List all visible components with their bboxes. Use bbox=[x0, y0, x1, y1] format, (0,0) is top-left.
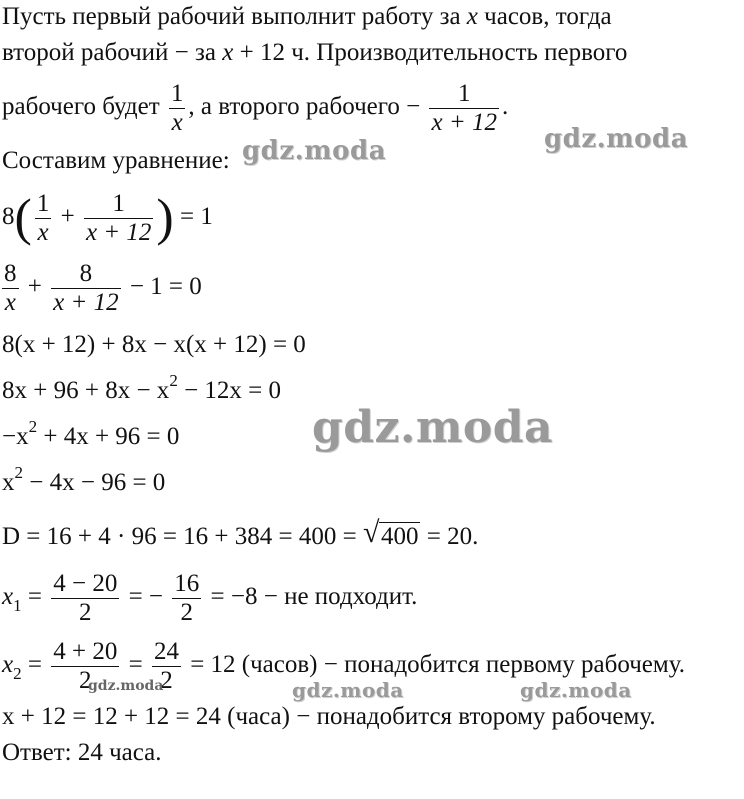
text-line-2: второй рабочий − за x + 12 ч. Производительность первого bbox=[2, 39, 628, 66]
watermark-logo-large: gdz.moda bbox=[312, 402, 554, 453]
equation-6: $x^2 - 4x - 96 = 0$ bbox=[2, 463, 166, 496]
watermark-logo: gdz.moda bbox=[520, 678, 632, 702]
text-line-3: рабочего будет $\frac{1}{x}$ , а второго рабочего − $\frac{1}{x + 12}$ . bbox=[2, 80, 509, 136]
root-x2-line: $x_2$ = $\frac{4 + 20}{2}$ = $\frac{24}{2}$ = 12 (часов) − понадобится первому рабочему. bbox=[2, 638, 685, 694]
watermark-logo: gdz.moda bbox=[242, 136, 387, 166]
equation-3: 8(x + 12) + 8x − x(x + 12) = 0 bbox=[2, 331, 306, 358]
equation-2: $\frac{8}{x}$ + $\frac{8}{x + 12}$ − 1 = 0 bbox=[4, 260, 202, 316]
compose-equation-label: Составим уравнение: bbox=[2, 147, 230, 174]
equation-4: $8x + 96 + 8x - x^2 - 12x = 0$ bbox=[2, 371, 282, 404]
square-root: √ 400 bbox=[362, 516, 419, 550]
watermark-logo: gdz.moda bbox=[544, 124, 689, 154]
second-worker-line: x + 12 = 12 + 12 = 24 (часа) − понадобится второму рабочему. bbox=[2, 703, 656, 730]
equation-1: 8( $\frac{1}{x}$ + $\frac{1}{x + 12}$ ) = 1 bbox=[2, 189, 213, 247]
discriminant-line: D = 16 + 4 · 96 = 16 + 384 = 400 = √ 400 = 20. bbox=[2, 516, 479, 550]
watermark-logo-small: gdz.moda bbox=[88, 678, 164, 694]
fraction-1-over-x-plus-12: $\frac{1}{x + 12}$ bbox=[431, 80, 497, 136]
answer-line: Ответ: 24 часа. bbox=[2, 739, 162, 766]
equation-5: $-x^2 + 4x + 96 = 0$ bbox=[2, 417, 180, 450]
watermark-logo: gdz.moda bbox=[292, 678, 404, 702]
text-line-1: Пусть первый рабочий выполнит работу за x часов, тогда bbox=[2, 3, 612, 30]
root-x1-line: $x_1$ = $\frac{4 - 20}{2}$ = − $\frac{16}{2}$ = −8 − не подходит. bbox=[2, 570, 418, 626]
fraction-1-over-x: $\frac{1}{x}$ bbox=[170, 80, 184, 136]
